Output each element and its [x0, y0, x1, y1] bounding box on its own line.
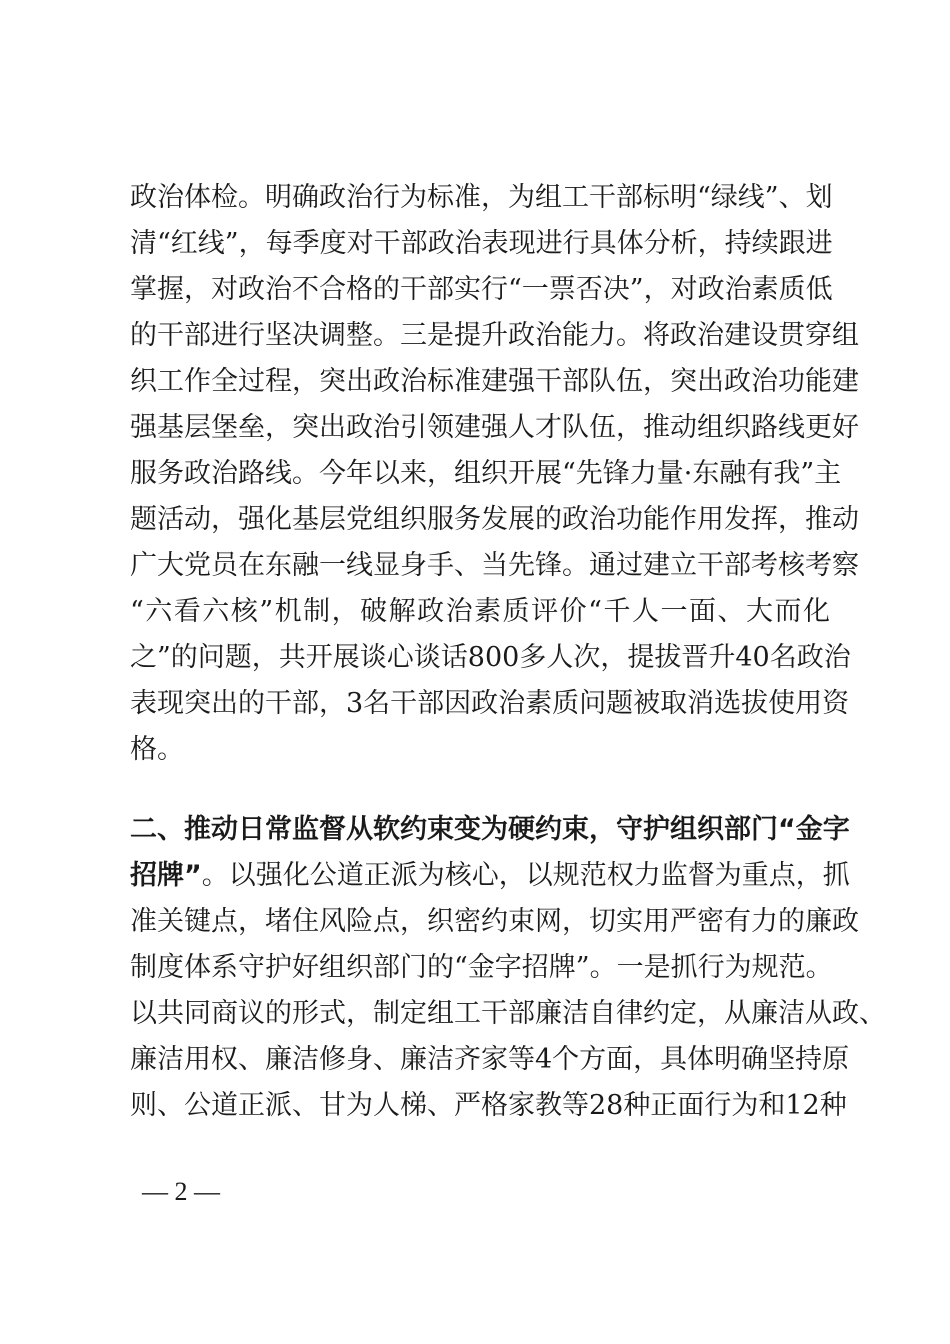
- paragraph-line: 服务政治路线。今年以来，组织开展“先锋力量·东融有我”主: [130, 458, 842, 489]
- paragraph-line: 题活动，强化基层党组织服务发展的政治功能作用发挥，推动: [130, 504, 859, 535]
- paragraph-line: 制度体系守护好组织部门的“金字招牌”。一是抓行为规范。: [130, 952, 833, 983]
- paragraph-line: 格。: [130, 734, 184, 765]
- paragraph-line: 表现突出的干部，3名干部因政治素质问题被取消选拔使用资: [130, 688, 850, 719]
- paragraph-line: 掌握，对政治不合格的干部实行“一票否决”，对政治素质低: [130, 274, 833, 305]
- paragraph-line: 廉洁用权、廉洁修身、廉洁齐家等4个方面，具体明确坚持原: [130, 1044, 850, 1075]
- paragraph-line: 则、公道正派、甘为人梯、严格家教等28种正面行为和12种: [130, 1090, 847, 1121]
- paragraph-line: 的干部进行坚决调整。三是提升政治能力。将政治建设贯穿组: [130, 320, 859, 351]
- paragraph-line: 广大党员在东融一线显身手、当先锋。通过建立干部考核考察: [130, 550, 859, 581]
- page-number: — 2 —: [142, 1177, 220, 1206]
- section-heading-continued: [130, 854, 850, 898]
- section-body-start: 。以强化公道正派为核心，以规范权力监督为重点，抓: [201, 860, 850, 891]
- section-heading-tail: 招牌”: [130, 860, 202, 891]
- paragraph-line: “六看六核”机制，破解政治素质评价“千人一面、大而化: [130, 596, 830, 627]
- paragraph-line: 织工作全过程，突出政治标准建强干部队伍，突出政治功能建: [130, 366, 859, 397]
- paragraph-line: 强基层堡垒，突出政治引领建强人才队伍，推动组织路线更好: [130, 412, 859, 443]
- paragraph-line: 准关键点，堵住风险点，织密约束网，切实用严密有力的廉政: [130, 906, 859, 937]
- paragraph-line: 以共同商议的形式，制定组工干部廉洁自律约定，从廉洁从政、: [130, 998, 886, 1029]
- paragraph-line: 之”的问题，共开展谈心谈话800多人次，提拔晋升40名政治: [130, 642, 851, 673]
- paragraph-line: 清“红线”，每季度对干部政治表现进行具体分析，持续跟进: [130, 228, 833, 259]
- section-heading: 二、推动日常监督从软约束变为硬约束，守护组织部门“金字: [130, 814, 850, 845]
- paragraph-line: 政治体检。明确政治行为标准，为组工干部标明“绿线”、划: [130, 182, 833, 213]
